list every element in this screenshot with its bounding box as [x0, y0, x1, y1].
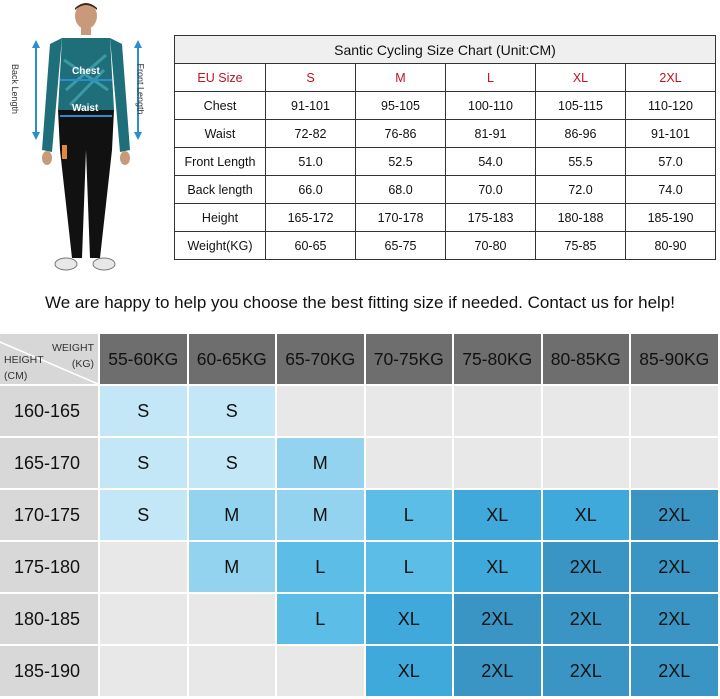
table-cell: 165-172	[266, 204, 356, 232]
empty-cell	[277, 646, 364, 696]
empty-cell	[631, 386, 718, 436]
size-cell: 2XL	[631, 490, 718, 540]
row-label-height: Height	[175, 204, 266, 232]
help-text: We are happy to help you choose the best fitting size if needed. Contact us for help!	[44, 293, 676, 312]
corner-height-label-1: HEIGHT	[4, 354, 44, 366]
size-chart-row	[175, 232, 716, 260]
height-row-header: 160-165	[0, 386, 98, 436]
height-weight-size-grid	[0, 334, 720, 699]
size-cell: M	[277, 438, 364, 488]
size-cell: S	[100, 490, 187, 540]
size-cell: L	[366, 490, 453, 540]
cyclist-figure	[0, 0, 170, 285]
size-chart-table	[174, 35, 716, 260]
size-cell: M	[189, 490, 276, 540]
empty-cell	[189, 594, 276, 644]
table-cell: 51.0	[266, 148, 356, 176]
empty-cell	[454, 386, 541, 436]
empty-cell	[277, 386, 364, 436]
size-chart-row	[175, 92, 716, 120]
table-cell: 72.0	[536, 176, 626, 204]
size-cell: L	[366, 542, 453, 592]
weight-column-header: 80-85KG	[543, 334, 630, 384]
corner-weight-label-2: (KG)	[71, 358, 94, 370]
size-chart-header-row	[175, 64, 716, 92]
size-cell: 2XL	[454, 646, 541, 696]
size-chart-row	[175, 204, 716, 232]
empty-cell	[366, 386, 453, 436]
size-cell: XL	[543, 490, 630, 540]
empty-cell	[543, 386, 630, 436]
model-illustration	[0, 0, 170, 285]
corner-weight-label	[52, 340, 94, 372]
empty-cell	[189, 646, 276, 696]
weight-column-header: 65-70KG	[277, 334, 364, 384]
size-cell: L	[277, 594, 364, 644]
size-cell: L	[277, 542, 364, 592]
size-chart-title: Santic Cycling Size Chart (Unit:CM)	[175, 36, 716, 64]
corner-height-label-2: (CM)	[4, 370, 28, 382]
empty-cell	[631, 438, 718, 488]
size-header-s: S	[266, 64, 356, 92]
table-cell: 185-190	[626, 204, 716, 232]
size-header-xl: XL	[536, 64, 626, 92]
row-label-back-length: Back length	[175, 176, 266, 204]
size-chart-title-row	[175, 36, 716, 64]
size-cell: XL	[366, 594, 453, 644]
size-cell: 2XL	[631, 594, 718, 644]
size-cell: XL	[454, 542, 541, 592]
size-cell: 2XL	[543, 542, 630, 592]
size-cell: S	[189, 438, 276, 488]
size-chart-header-label: EU Size	[175, 64, 266, 92]
size-header-l: L	[446, 64, 536, 92]
empty-cell	[100, 542, 187, 592]
size-cell: S	[100, 386, 187, 436]
table-cell: 70-80	[446, 232, 536, 260]
table-cell: 68.0	[356, 176, 446, 204]
weight-column-header: 70-75KG	[366, 334, 453, 384]
size-chart-row	[175, 148, 716, 176]
size-cell: 2XL	[631, 542, 718, 592]
table-cell: 66.0	[266, 176, 356, 204]
table-cell: 175-183	[446, 204, 536, 232]
size-chart-row	[175, 176, 716, 204]
row-label-waist: Waist	[175, 120, 266, 148]
table-cell: 95-105	[356, 92, 446, 120]
grid-corner-header	[0, 334, 98, 384]
table-cell: 75-85	[536, 232, 626, 260]
size-cell: M	[277, 490, 364, 540]
table-cell: 65-75	[356, 232, 446, 260]
corner-weight-label-1: WEIGHT	[52, 342, 94, 354]
empty-cell	[100, 646, 187, 696]
table-cell: 52.5	[356, 148, 446, 176]
table-cell: 170-178	[356, 204, 446, 232]
table-cell: 110-120	[626, 92, 716, 120]
size-cell: 2XL	[454, 594, 541, 644]
size-chart-row	[175, 120, 716, 148]
front-length-label: Front Length	[135, 63, 146, 115]
table-cell: 80-90	[626, 232, 716, 260]
table-cell: 70.0	[446, 176, 536, 204]
size-cell: 2XL	[543, 594, 630, 644]
size-cell: S	[100, 438, 187, 488]
row-label-chest: Chest	[175, 92, 266, 120]
back-length-label: Back Length	[10, 63, 21, 115]
height-row-header: 170-175	[0, 490, 98, 540]
table-cell: 100-110	[446, 92, 536, 120]
table-cell: 76-86	[356, 120, 446, 148]
weight-column-header: 60-65KG	[189, 334, 276, 384]
size-cell: XL	[366, 646, 453, 696]
empty-cell	[366, 438, 453, 488]
table-cell: 91-101	[266, 92, 356, 120]
empty-cell	[454, 438, 541, 488]
corner-height-label	[4, 352, 44, 384]
height-row-header: 175-180	[0, 542, 98, 592]
table-cell: 105-115	[536, 92, 626, 120]
table-cell: 180-188	[536, 204, 626, 232]
weight-column-header: 85-90KG	[631, 334, 718, 384]
weight-column-header: 75-80KG	[454, 334, 541, 384]
empty-cell	[543, 438, 630, 488]
height-row-header: 185-190	[0, 646, 98, 696]
table-cell: 55.5	[536, 148, 626, 176]
table-cell: 72-82	[266, 120, 356, 148]
table-cell: 60-65	[266, 232, 356, 260]
table-cell: 57.0	[626, 148, 716, 176]
table-cell: 81-91	[446, 120, 536, 148]
size-header-m: M	[356, 64, 446, 92]
table-cell: 74.0	[626, 176, 716, 204]
empty-cell	[100, 594, 187, 644]
chest-label: Chest	[72, 66, 100, 77]
weight-column-header: 55-60KG	[100, 334, 187, 384]
table-cell: 91-101	[626, 120, 716, 148]
table-cell: 54.0	[446, 148, 536, 176]
size-header-2xl: 2XL	[626, 64, 716, 92]
size-cell: 2XL	[543, 646, 630, 696]
row-label-weight: Weight(KG)	[175, 232, 266, 260]
height-row-header: 180-185	[0, 594, 98, 644]
waist-label: Waist	[72, 103, 99, 114]
size-cell: 2XL	[631, 646, 718, 696]
row-label-front-length: Front Length	[175, 148, 266, 176]
size-cell: M	[189, 542, 276, 592]
height-row-header: 165-170	[0, 438, 98, 488]
table-cell: 86-96	[536, 120, 626, 148]
size-cell: XL	[454, 490, 541, 540]
size-cell: S	[189, 386, 276, 436]
